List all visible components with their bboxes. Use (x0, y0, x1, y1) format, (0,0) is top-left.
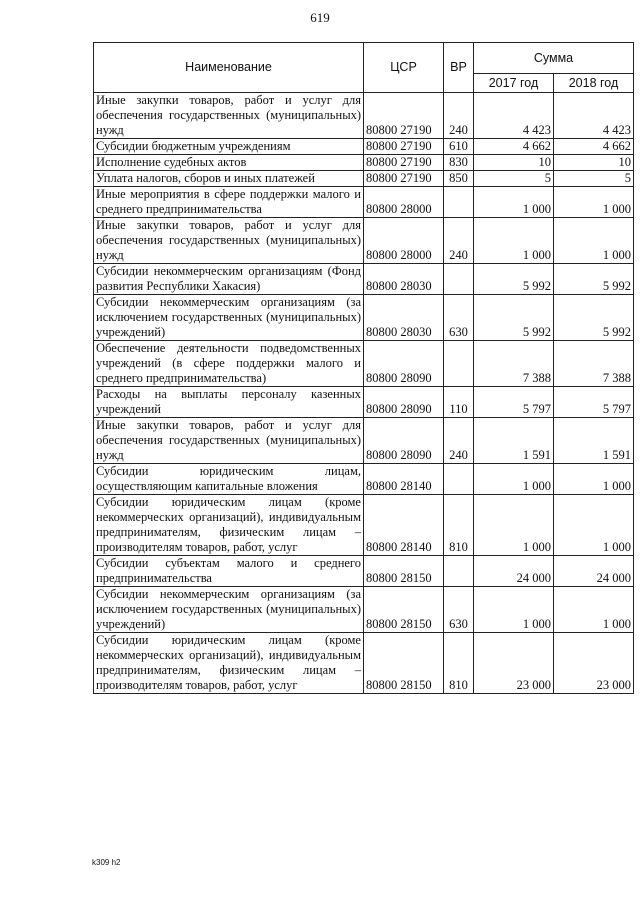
row-sum-2018: 1 000 (554, 587, 634, 633)
row-vr (444, 341, 474, 387)
row-sum-2017: 5 (474, 171, 554, 187)
row-sum-2018: 5 992 (554, 264, 634, 295)
table-row (94, 295, 634, 341)
row-sum-2018: 1 000 (554, 187, 634, 218)
row-csr: 80800 28000 (364, 218, 444, 264)
row-vr (444, 264, 474, 295)
row-sum-2018: 23 000 (554, 633, 634, 694)
row-csr: 80800 28090 (364, 418, 444, 464)
row-sum-2018: 1 591 (554, 418, 634, 464)
header-sum: Сумма (474, 43, 634, 74)
row-sum-2017: 10 (474, 155, 554, 171)
row-sum-2018: 5 (554, 171, 634, 187)
row-sum-2017: 5 992 (474, 295, 554, 341)
row-csr: 80800 28000 (364, 187, 444, 218)
row-csr: 80800 28150 (364, 556, 444, 587)
table-row (94, 171, 634, 187)
row-name: Иные закупки товаров, работ и услуг для обеспечения государственных (муниципальных) нужд (94, 418, 364, 464)
row-sum-2018: 1 000 (554, 495, 634, 556)
table-row (94, 418, 634, 464)
row-sum-2018: 1 000 (554, 218, 634, 264)
row-sum-2017: 1 000 (474, 464, 554, 495)
header-csr: ЦСР (364, 43, 444, 93)
row-sum-2018: 5 797 (554, 387, 634, 418)
row-sum-2017: 1 591 (474, 418, 554, 464)
row-vr: 850 (444, 171, 474, 187)
row-vr: 610 (444, 139, 474, 155)
row-vr: 240 (444, 218, 474, 264)
row-name: Субсидии юридическим лицам, осуществляющим капитальные вложения (94, 464, 364, 495)
table-body (94, 93, 634, 694)
table-row (94, 155, 634, 171)
row-sum-2018: 7 388 (554, 341, 634, 387)
row-vr (444, 556, 474, 587)
row-name: Субсидии субъектам малого и среднего предпринимательства (94, 556, 364, 587)
row-name: Субсидии некоммерческим организациям (Фонд развития Республики Хакасия) (94, 264, 364, 295)
row-sum-2017: 5 797 (474, 387, 554, 418)
table-row (94, 387, 634, 418)
row-sum-2017: 1 000 (474, 587, 554, 633)
row-vr (444, 187, 474, 218)
row-sum-2018: 4 662 (554, 139, 634, 155)
row-sum-2017: 5 992 (474, 264, 554, 295)
row-name: Исполнение судебных актов (94, 155, 364, 171)
row-sum-2017: 1 000 (474, 495, 554, 556)
row-csr: 80800 27190 (364, 93, 444, 139)
row-sum-2017: 7 388 (474, 341, 554, 387)
header-year-2017: 2017 год (474, 74, 554, 93)
row-name: Субсидии юридическим лицам (кроме некоммерческих организаций), индивидуальным предпринимателям, физическим лицам – производителям товаров, работ, услуг (94, 495, 364, 556)
row-vr (444, 464, 474, 495)
row-sum-2018: 1 000 (554, 464, 634, 495)
row-csr: 80800 27190 (364, 139, 444, 155)
row-name: Субсидии юридическим лицам (кроме некоммерческих организаций), индивидуальным предпринимателям, физическим лицам – производителям товаров, работ, услуг (94, 633, 364, 694)
row-vr: 110 (444, 387, 474, 418)
row-name: Иные закупки товаров, работ и услуг для обеспечения государственных (муниципальных) нужд (94, 93, 364, 139)
footer-code: k309 h2 (92, 858, 121, 867)
row-name: Обеспечение деятельности подведомственных учреждений (в сфере поддержки малого и среднего предпринимательства) (94, 341, 364, 387)
row-csr: 80800 28150 (364, 587, 444, 633)
row-sum-2018: 10 (554, 155, 634, 171)
table-row (94, 187, 634, 218)
row-sum-2017: 4 423 (474, 93, 554, 139)
row-vr: 830 (444, 155, 474, 171)
table-row (94, 495, 634, 556)
row-vr: 810 (444, 495, 474, 556)
row-name: Иные мероприятия в сфере поддержки малого и среднего предпринимательства (94, 187, 364, 218)
header-name: Наименование (94, 43, 364, 93)
row-csr: 80800 27190 (364, 155, 444, 171)
budget-table (93, 42, 634, 694)
row-sum-2017: 23 000 (474, 633, 554, 694)
row-vr: 240 (444, 418, 474, 464)
row-name: Уплата налогов, сборов и иных платежей (94, 171, 364, 187)
row-vr: 810 (444, 633, 474, 694)
row-csr: 80800 28090 (364, 387, 444, 418)
row-csr: 80800 28030 (364, 295, 444, 341)
row-sum-2017: 1 000 (474, 218, 554, 264)
row-sum-2017: 24 000 (474, 556, 554, 587)
row-name: Субсидии некоммерческим организациям (за исключением государственных (муниципальных) учреждений) (94, 587, 364, 633)
table-row (94, 464, 634, 495)
row-name: Иные закупки товаров, работ и услуг для обеспечения государственных (муниципальных) нужд (94, 218, 364, 264)
row-sum-2017: 4 662 (474, 139, 554, 155)
row-name: Субсидии бюджетным учреждениям (94, 139, 364, 155)
header-year-2018: 2018 год (554, 74, 634, 93)
row-name: Расходы на выплаты персоналу казенных учреждений (94, 387, 364, 418)
row-sum-2018: 5 992 (554, 295, 634, 341)
row-name: Субсидии некоммерческим организациям (за исключением государственных (муниципальных) учреждений) (94, 295, 364, 341)
table-row (94, 556, 634, 587)
table-row (94, 264, 634, 295)
table-row (94, 218, 634, 264)
table-row (94, 341, 634, 387)
row-csr: 80800 28030 (364, 264, 444, 295)
page-number: 619 (310, 10, 330, 25)
row-csr: 80800 28140 (364, 495, 444, 556)
row-vr: 630 (444, 587, 474, 633)
row-vr: 630 (444, 295, 474, 341)
row-vr: 240 (444, 93, 474, 139)
row-csr: 80800 28150 (364, 633, 444, 694)
header-row (94, 43, 634, 74)
row-csr: 80800 27190 (364, 171, 444, 187)
row-csr: 80800 28140 (364, 464, 444, 495)
table-row (94, 633, 634, 694)
header-vr: ВР (444, 43, 474, 93)
row-sum-2018: 24 000 (554, 556, 634, 587)
row-csr: 80800 28090 (364, 341, 444, 387)
table-row (94, 93, 634, 139)
row-sum-2017: 1 000 (474, 187, 554, 218)
table-row (94, 587, 634, 633)
table-row (94, 139, 634, 155)
row-sum-2018: 4 423 (554, 93, 634, 139)
